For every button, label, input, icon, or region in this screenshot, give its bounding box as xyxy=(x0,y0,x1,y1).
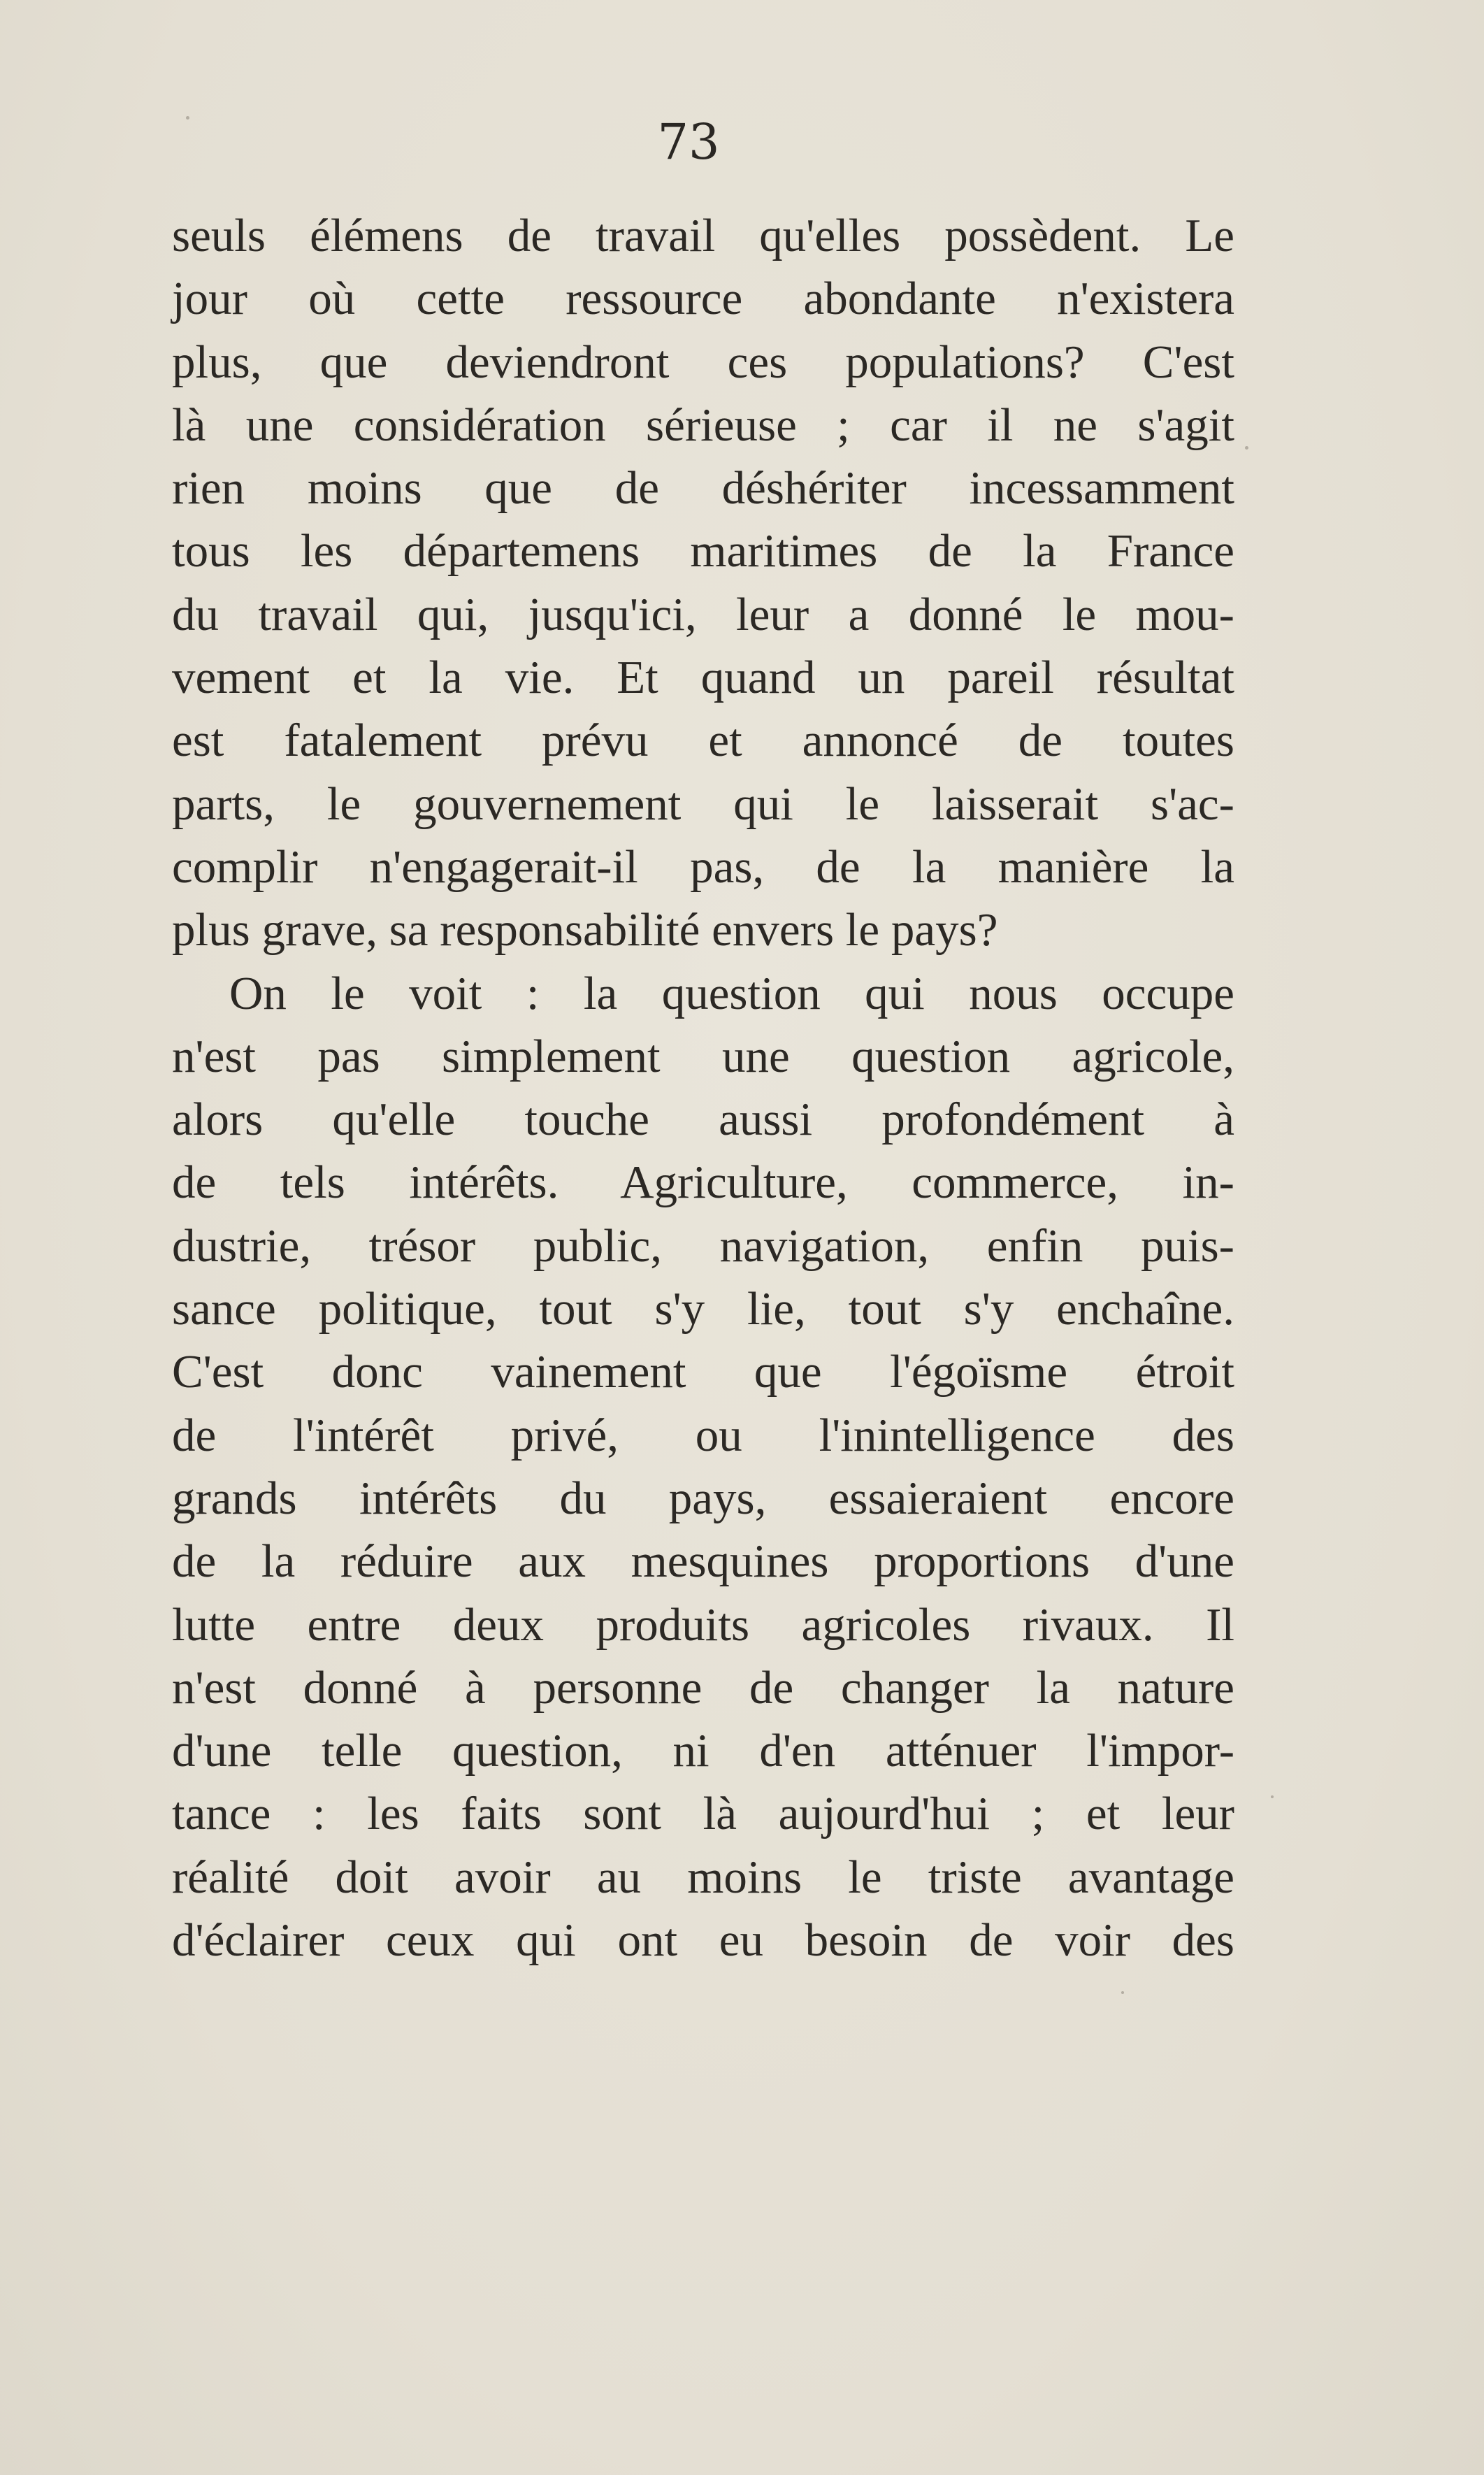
paper-speck xyxy=(1121,1991,1124,1994)
text-line: rien moins que de déshériter incessamment xyxy=(172,462,1234,515)
text-line: plus, que deviendront ces populations? C'est xyxy=(172,336,1234,388)
paper-speck xyxy=(1245,446,1248,450)
text-line: parts, le gouvernement qui le laisserait s'ac- xyxy=(172,777,1234,830)
text-line: complir n'engagerait-il pas, de la manière la xyxy=(172,840,1234,893)
text-line: grands intérêts du pays, essaieraient encore xyxy=(172,1472,1234,1524)
paragraph-start-line: On le voit : la question qui nous occupe xyxy=(229,967,1234,1019)
text-line: tance : les faits sont là aujourd'hui ; et leur xyxy=(172,1788,1234,1840)
text-line: alors qu'elle touche aussi profondément à xyxy=(172,1093,1234,1146)
text-line: de l'intérêt privé, ou l'inintelligence des xyxy=(172,1409,1234,1461)
text-line: n'est pas simplement une question agricole, xyxy=(172,1030,1234,1082)
text-line: lutte entre deux produits agricoles rivaux. Il xyxy=(172,1598,1234,1651)
text-line: réalité doit avoir au moins le triste avantage xyxy=(172,1851,1234,1903)
text-line: de la réduire aux mesquines proportions d'une xyxy=(172,1535,1234,1588)
page-number: 73 xyxy=(657,113,720,171)
body-text xyxy=(172,204,1234,1972)
text-line: jour où cette ressource abondante n'existera xyxy=(172,273,1234,325)
text-line: d'éclairer ceux qui ont eu besoin de voir des xyxy=(172,1914,1234,1967)
text-line: seuls élémens de travail qu'elles possèdent. Le xyxy=(172,210,1234,261)
paragraph-end-line: plus grave, sa responsabilité envers le pays? xyxy=(172,904,998,956)
text-line: C'est donc vainement que l'égoïsme étroit xyxy=(172,1346,1234,1398)
text-line: sance politique, tout s'y lie, tout s'y enchaîne. xyxy=(172,1283,1234,1335)
text-line: de tels intérêts. Agriculture, commerce, in- xyxy=(172,1156,1234,1209)
text-line: tous les départemens maritimes de la France xyxy=(172,525,1234,578)
paper-speck xyxy=(1271,1795,1274,1798)
text-line: dustrie, trésor public, navigation, enfin puis- xyxy=(172,1219,1234,1272)
text-line: là une considération sérieuse ; car il ne s'agit xyxy=(172,399,1234,451)
text-line: est fatalement prévu et annoncé de toutes xyxy=(172,715,1234,767)
text-line: vement et la vie. Et quand un pareil résultat xyxy=(172,652,1234,704)
text-line: d'une telle question, ni d'en atténuer l'impor- xyxy=(172,1725,1234,1777)
text-line: du travail qui, jusqu'ici, leur a donné le mou- xyxy=(172,588,1234,640)
text-line: n'est donné à personne de changer la nature xyxy=(172,1661,1234,1714)
